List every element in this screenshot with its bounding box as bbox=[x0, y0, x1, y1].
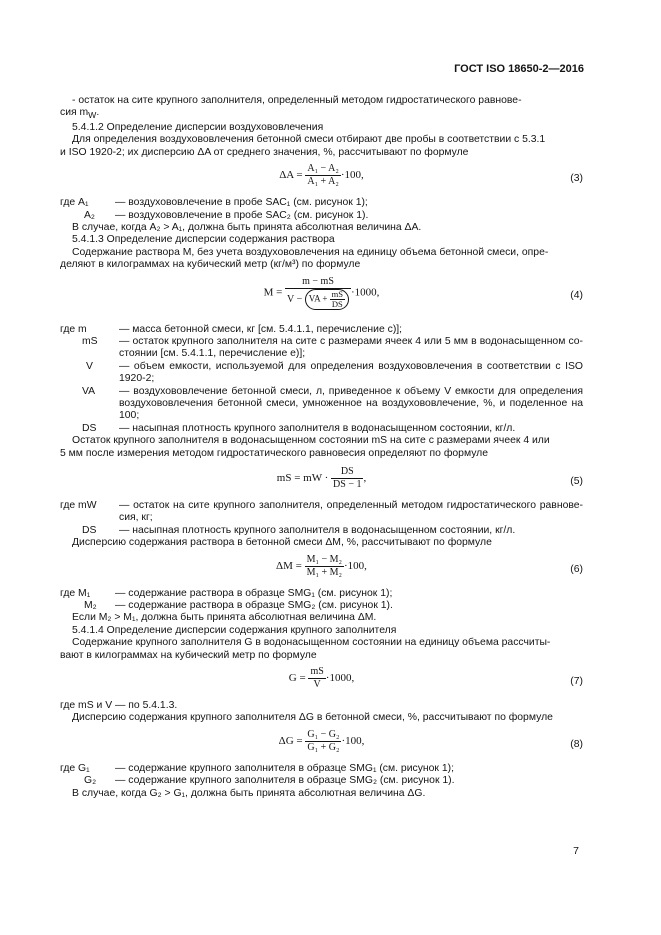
paragraph: Дисперсию содержания крупного заполнителя ΔG в бетонной смеси, %, рассчитывают по формуле bbox=[72, 712, 553, 724]
formula-7: G = $\frac{mS}{V}$ ·1000, (7) bbox=[288, 666, 583, 691]
paragraph: Содержание крупного заполнителя G в водонасыщенном состоянии на единицу объема рассчиты- bbox=[72, 637, 551, 649]
section-heading: 5.4.1.3 Определение дисперсии содержания раствора bbox=[72, 234, 335, 246]
paragraph: Для определения воздухововлечения бетонной смеси отбирают две пробы в соответствии с 5.3.1 bbox=[72, 134, 546, 146]
section-heading: 5.4.1.4 Определение дисперсии содержания крупного заполнителя bbox=[72, 624, 397, 636]
definition-row: где G₁ — содержание крупного заполнителя в образце SMG₁ (см. рисунок 1); bbox=[60, 762, 454, 774]
equation-number: (7) bbox=[570, 676, 583, 688]
formula-3: ΔA = $\frac{\text{A₁ − A₂}}{\text{A₁ + A₂}}$ ·100, (3) bbox=[279, 163, 583, 188]
paragraph: деляют в килограммах на кубический метр (кг/м³) по формуле bbox=[60, 259, 361, 271]
paragraph: Дисперсию содержания раствора в бетонной смеси ΔM, %, рассчитывают по формуле bbox=[72, 537, 492, 549]
page-body bbox=[60, 95, 583, 800]
definition-row: VA — воздухововлечение бетонной смеси, л, приведенное к объему V емкости для определения воздухововлечения бетонной смеси, умноженное на воздухововлечение, %, и поделенное на 100; bbox=[82, 385, 583, 422]
formula-4: M = m − mS V − VA + $\frac{mS}{DS}$ ·1000, (4) bbox=[263, 275, 583, 309]
definition-row: где M₁ — содержание раствора в образце SMG₁ (см. рисунок 1); bbox=[60, 587, 393, 599]
page-number: 7 bbox=[573, 845, 579, 857]
paragraph: вают в килограммах на кубический метр по формуле bbox=[60, 649, 317, 661]
paragraph: В случае, когда G₂ > G₁, должна быть принята абсолютная величина ΔG. bbox=[72, 787, 426, 799]
equation-number: (6) bbox=[570, 563, 583, 575]
formula-5: mS = mW · $\frac{DS}{DS - 1}$ , (5) bbox=[276, 466, 583, 491]
equation-number: (4) bbox=[570, 289, 583, 301]
definition-row: где m — масса бетонной смеси, кг [см. 5.4.1.1, перечисление с)]; bbox=[60, 323, 403, 335]
section-heading: 5.4.1.2 Определение дисперсии воздухововлечения bbox=[72, 121, 324, 133]
definition-row: V — объем емкости, используемой для определения воздухововлечения в соответствии с ISO 1920-2; bbox=[86, 360, 583, 385]
definition-row: M₂ — содержание раствора в образце SMG₂ (см. рисунок 1). bbox=[84, 600, 393, 612]
paragraph: 5 мм после измерения методом гидростатического равновесия определяют по формуле bbox=[60, 447, 489, 459]
definition-row: A₂ — воздухововлечение в пробе SAC₂ (см. рисунок 1). bbox=[84, 209, 369, 221]
paragraph: и ISO 1920-2; их дисперсию ΔA от среднего значения, %, рассчитывают по формуле bbox=[60, 146, 469, 158]
equation-number: (5) bbox=[570, 476, 583, 488]
paragraph: Содержание раствора M, без учета воздухововлечения на единицу объема бетонной смеси, опре- bbox=[72, 246, 549, 258]
definition-row: где mW — остаток на сите крупного заполнителя, определенный методом гидростатического равнове-сия, кг; bbox=[60, 500, 583, 524]
paragraph: Остаток крупного заполнителя в водонасыщенном состоянии mS на сите с размерами ячеек 4 или bbox=[72, 435, 550, 447]
paragraph: - остаток на сите крупного заполнителя, определенный методом гидростатического равнове- bbox=[72, 95, 522, 106]
equation-number: (8) bbox=[570, 738, 583, 750]
formula-6: ΔM = $\frac{\text{M₁ − M₂}}{\text{M₁ + M₂}}$ ·100, (6) bbox=[276, 553, 583, 578]
document-header: ГОСТ ISO 18650-2—2016 bbox=[454, 63, 584, 75]
definition-row: DS — насыпная плотность крупного заполнителя в водонасыщенном состоянии, кг/л. bbox=[82, 524, 516, 536]
definition-row: mS — остаток крупного заполнителя на сите с размерами ячеек 4 или 5 мм в водонасыщенном со-стоянии [см. 5.4.1.1, перечисление е)]; bbox=[82, 335, 583, 360]
paragraph: В случае, когда A₂ > A₁, должна быть принята абсолютная величина ΔA. bbox=[72, 221, 422, 233]
paragraph: сия $m_W$. bbox=[60, 107, 100, 121]
formula-8: ΔG = $\frac{\text{G₁ − G₂}}{\text{G₁ + G₂}}$ ·100, (8) bbox=[278, 728, 583, 753]
paragraph: где mS и V — по 5.4.1.3. bbox=[60, 700, 178, 712]
equation-number: (3) bbox=[570, 173, 583, 185]
definition-row: где A₁ — воздухововлечение в пробе SAC₁ (см. рисунок 1); bbox=[60, 197, 368, 209]
definition-row: G₂ — содержание крупного заполнителя в образце SMG₂ (см. рисунок 1). bbox=[84, 775, 455, 787]
paragraph: Если M₂ > M₁, должна быть принята абсолютная величина ΔM. bbox=[72, 612, 377, 624]
definition-row: DS — насыпная плотность крупного заполнителя в водонасыщенном состоянии, кг/л. bbox=[82, 422, 516, 434]
